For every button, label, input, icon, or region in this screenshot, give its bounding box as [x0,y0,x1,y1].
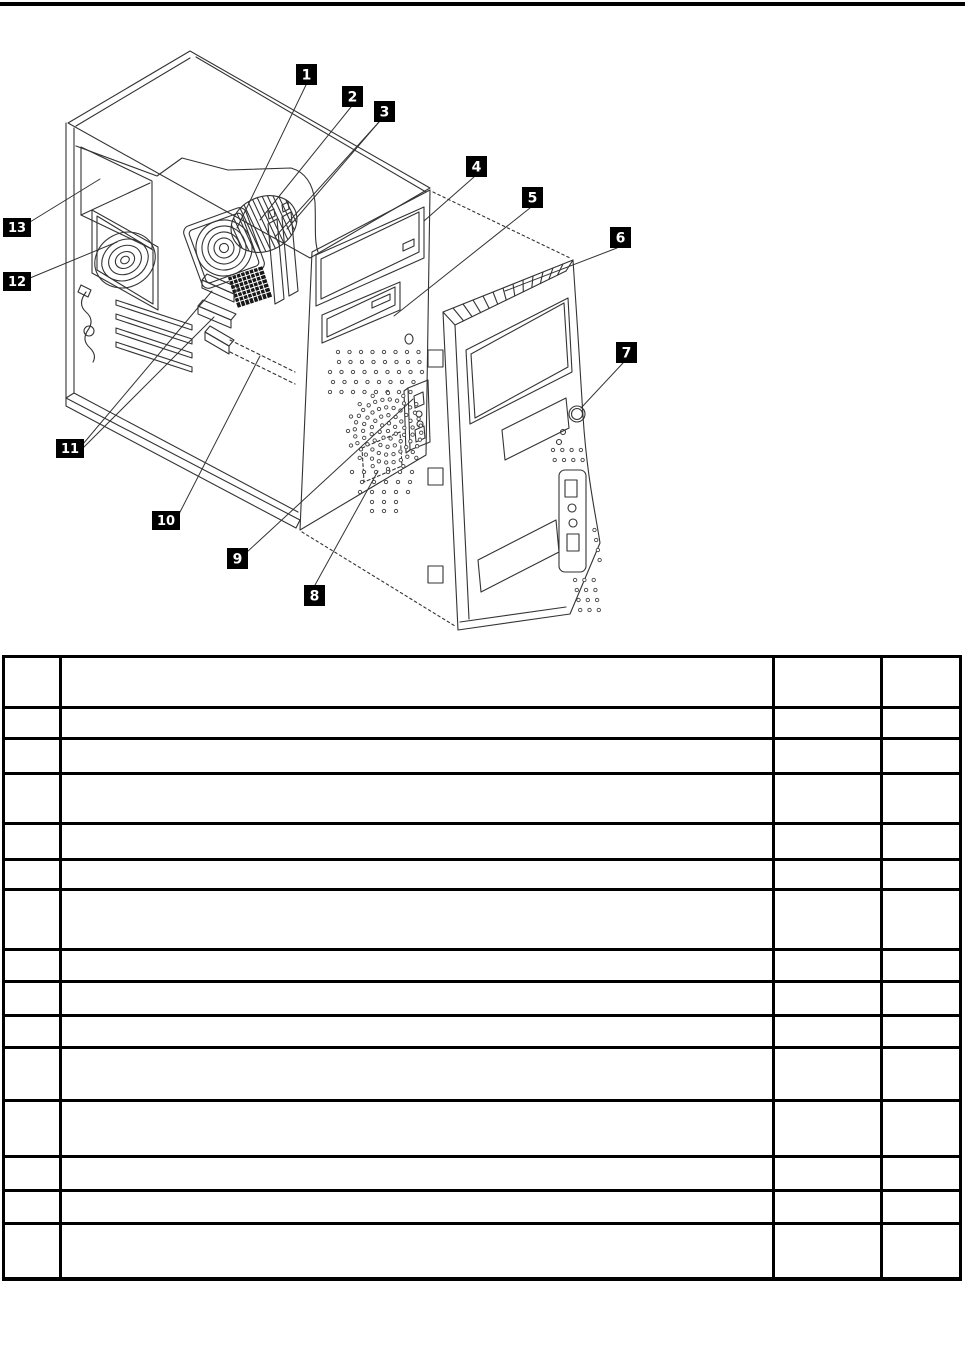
table-cell [883,951,959,983]
table-cell [62,825,775,861]
table-cell [883,709,959,740]
table-cell [5,891,62,951]
internal-cable [78,285,94,362]
callout-7 [616,342,637,363]
table-header-cell [775,658,883,709]
table-cell [5,1017,62,1049]
front-bezel [443,260,600,630]
table-cell [5,709,62,740]
bezel-bottom-vent [478,520,559,592]
callout-12 [3,272,31,291]
table-cell [883,1102,959,1158]
callout-4 [466,156,487,177]
vent-knockout [362,432,402,482]
table-cell [62,775,775,825]
parts-table [2,655,962,1281]
svg-text:9: 9 [232,551,243,568]
callout-8 [304,585,325,606]
table-cell [5,1192,62,1225]
table-cell [5,1049,62,1102]
table-cell [5,775,62,825]
alignment-dotted-lines [302,192,570,626]
table-cell [5,983,62,1017]
table-header-cell [5,658,62,709]
table-cell [775,951,883,983]
table-cell [62,1049,775,1102]
callout-1 [296,64,317,85]
table-cell [62,983,775,1017]
pin-heatsink [228,266,272,308]
table-cell [775,983,883,1017]
table-cell [775,775,883,825]
table-cell [5,1158,62,1192]
bezel-bay-opening-small [502,398,569,460]
callout-10 [152,511,180,530]
table-cell [5,1225,62,1277]
svg-text:6: 6 [615,230,626,247]
callout-2 [342,86,363,107]
table-cell [62,861,775,891]
table-cell [775,891,883,951]
power-button [557,406,586,445]
svg-text:13: 13 [7,221,27,237]
table-cell [775,825,883,861]
table-cell [883,825,959,861]
table-cell [62,740,775,775]
svg-text:5: 5 [527,190,538,207]
front-fan [85,210,165,310]
table-cell [5,951,62,983]
bezel-bay-opening-large [466,298,572,424]
front-panel-hole [405,334,413,344]
table-cell [62,1158,775,1192]
table-cell [62,709,775,740]
callout-13 [3,218,31,237]
table-cell [883,740,959,775]
svg-text:12: 12 [7,275,27,291]
table-cell [775,740,883,775]
drive-bay-hidden-lines [230,340,295,384]
table-cell [883,861,959,891]
table-cell [775,1102,883,1158]
table-cell [62,951,775,983]
table-cell [62,1225,775,1277]
table-header-cell [62,658,775,709]
table-cell [775,1225,883,1277]
table-cell [883,1158,959,1192]
svg-text:8: 8 [309,588,320,605]
table-cell [62,1017,775,1049]
table-cell [775,1017,883,1049]
table-cell [62,1192,775,1225]
table-cell [5,825,62,861]
table-cell [775,1158,883,1192]
table-cell [883,1049,959,1102]
callout-5 [522,187,543,208]
bezel-io-cutouts [559,470,586,572]
table-header-cell [883,658,959,709]
table-cell [883,775,959,825]
callout-3 [374,101,395,122]
callout-9 [227,548,248,569]
svg-text:3: 3 [379,104,390,121]
callout-11 [56,439,84,458]
svg-text:1: 1 [301,67,312,84]
exploded-diagram [0,0,965,655]
table-cell [5,1102,62,1158]
svg-text:4: 4 [471,159,482,176]
table-cell [62,1102,775,1158]
table-cell [5,740,62,775]
svg-text:11: 11 [60,442,80,458]
table-cell [883,1017,959,1049]
svg-text:7: 7 [621,345,632,362]
bezel-vent-slats [443,260,573,325]
table-cell [883,1192,959,1225]
table-cell [775,861,883,891]
chassis-outline [66,51,443,583]
svg-text:10: 10 [156,514,176,530]
table-cell [775,709,883,740]
expansion-slots [116,300,192,372]
table-cell [883,1225,959,1277]
callout-6 [610,227,631,248]
table-cell [775,1192,883,1225]
exploded-diagram-figure [0,0,965,655]
diskette-drive [322,282,400,343]
table-cell [62,891,775,951]
table-cell [775,1049,883,1102]
table-cell [883,983,959,1017]
svg-text:2: 2 [347,89,358,106]
table-cell [883,891,959,951]
table-cell [5,861,62,891]
